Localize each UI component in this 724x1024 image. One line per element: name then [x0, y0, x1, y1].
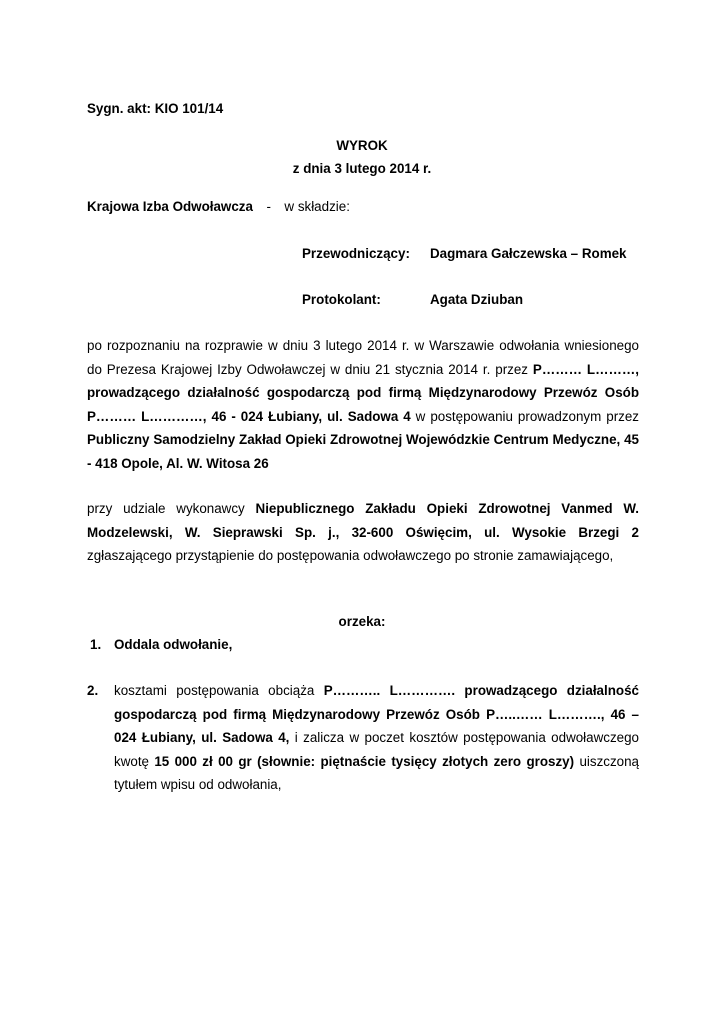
chamber-name: Krajowa Izba Odwoławcza: [87, 199, 253, 214]
participant-details: Niepublicznego Zakładu Opieki Zdrowotnej Vanmed W. Modzelewski, W. Sieprawski Sp. j., 32-600 Oświęcim, ul. Wysokie Brzegi 2: [87, 501, 640, 540]
chamber-composition: w składzie:: [284, 199, 350, 214]
judgment-title: WYROK: [336, 138, 388, 153]
item-1-text: Oddala odwołanie,: [114, 637, 233, 652]
presiding-name: Dagmara Gałczewska – Romek: [430, 246, 627, 261]
para1-text-1: po rozpoznaniu na rozprawie w dniu 3 lutego 2014 r. w Warszawie odwołania wniesionego do Prezesa Krajowej Izby Odwoławczej w dniu 21 stycznia 2014 r. przez: [87, 338, 639, 377]
contracting-authority: Publiczny Samodzielny Zakład Opieki Zdrowotnej Wojewódzkie Centrum Medyczne, 45 - 418 Opole, Al. W. Witosa 26: [87, 432, 639, 471]
clerk-name: Agata Dziuban: [430, 292, 523, 307]
proceedings-paragraph: [87, 334, 639, 475]
item2-text-3: uiszczoną tytułem wpisu od odwołania,: [114, 753, 639, 792]
ruling-heading: orzeka:: [338, 614, 386, 629]
clerk-label: Protokolant:: [302, 292, 381, 307]
chamber-line: [87, 199, 350, 214]
item2-text-2: i zalicza w poczet kosztów postępowania odwoławczego kwotę: [114, 730, 640, 769]
para2-text-1: przy udziale wykonawcy: [87, 501, 256, 516]
presiding-label: Przewodniczący:: [302, 246, 410, 261]
appellant-details: P……… L………, prowadzącego działalność gospodarczą pod firmą Międzynarodowy Przewóz Osób P……… L…………, 46 - 024 Łubiany, ul. Sadowa 4: [87, 361, 639, 424]
participant-paragraph: [87, 497, 639, 568]
item-2-text: [114, 679, 639, 797]
item-2-number: 2.: [87, 683, 99, 698]
judgment-date: z dnia 3 lutego 2014 r.: [292, 161, 432, 176]
chamber-dash: -: [266, 199, 271, 214]
costs-party: P……….. L…………. prowadzącego działalność gospodarczą pod firmą Międzynarodowy Przewóz Osób P…..…… L………., 46 – 024 Łubiany, ul. Sadowa 4,: [114, 683, 639, 745]
case-reference: Sygn. akt: KIO 101/14: [87, 101, 224, 116]
item-1-number: 1.: [90, 637, 102, 652]
item2-text-1: kosztami postępowania obciąża: [114, 683, 324, 698]
para1-text-2: w postępowaniu prowadzonym przez: [410, 408, 639, 424]
para2-text-2: zgłaszającego przystąpienie do postępowania odwoławczego po stronie zamawiającego,: [87, 548, 614, 563]
costs-amount: 15 000 zł 00 gr (słownie: piętnaście tysięcy złotych zero groszy): [154, 753, 575, 769]
